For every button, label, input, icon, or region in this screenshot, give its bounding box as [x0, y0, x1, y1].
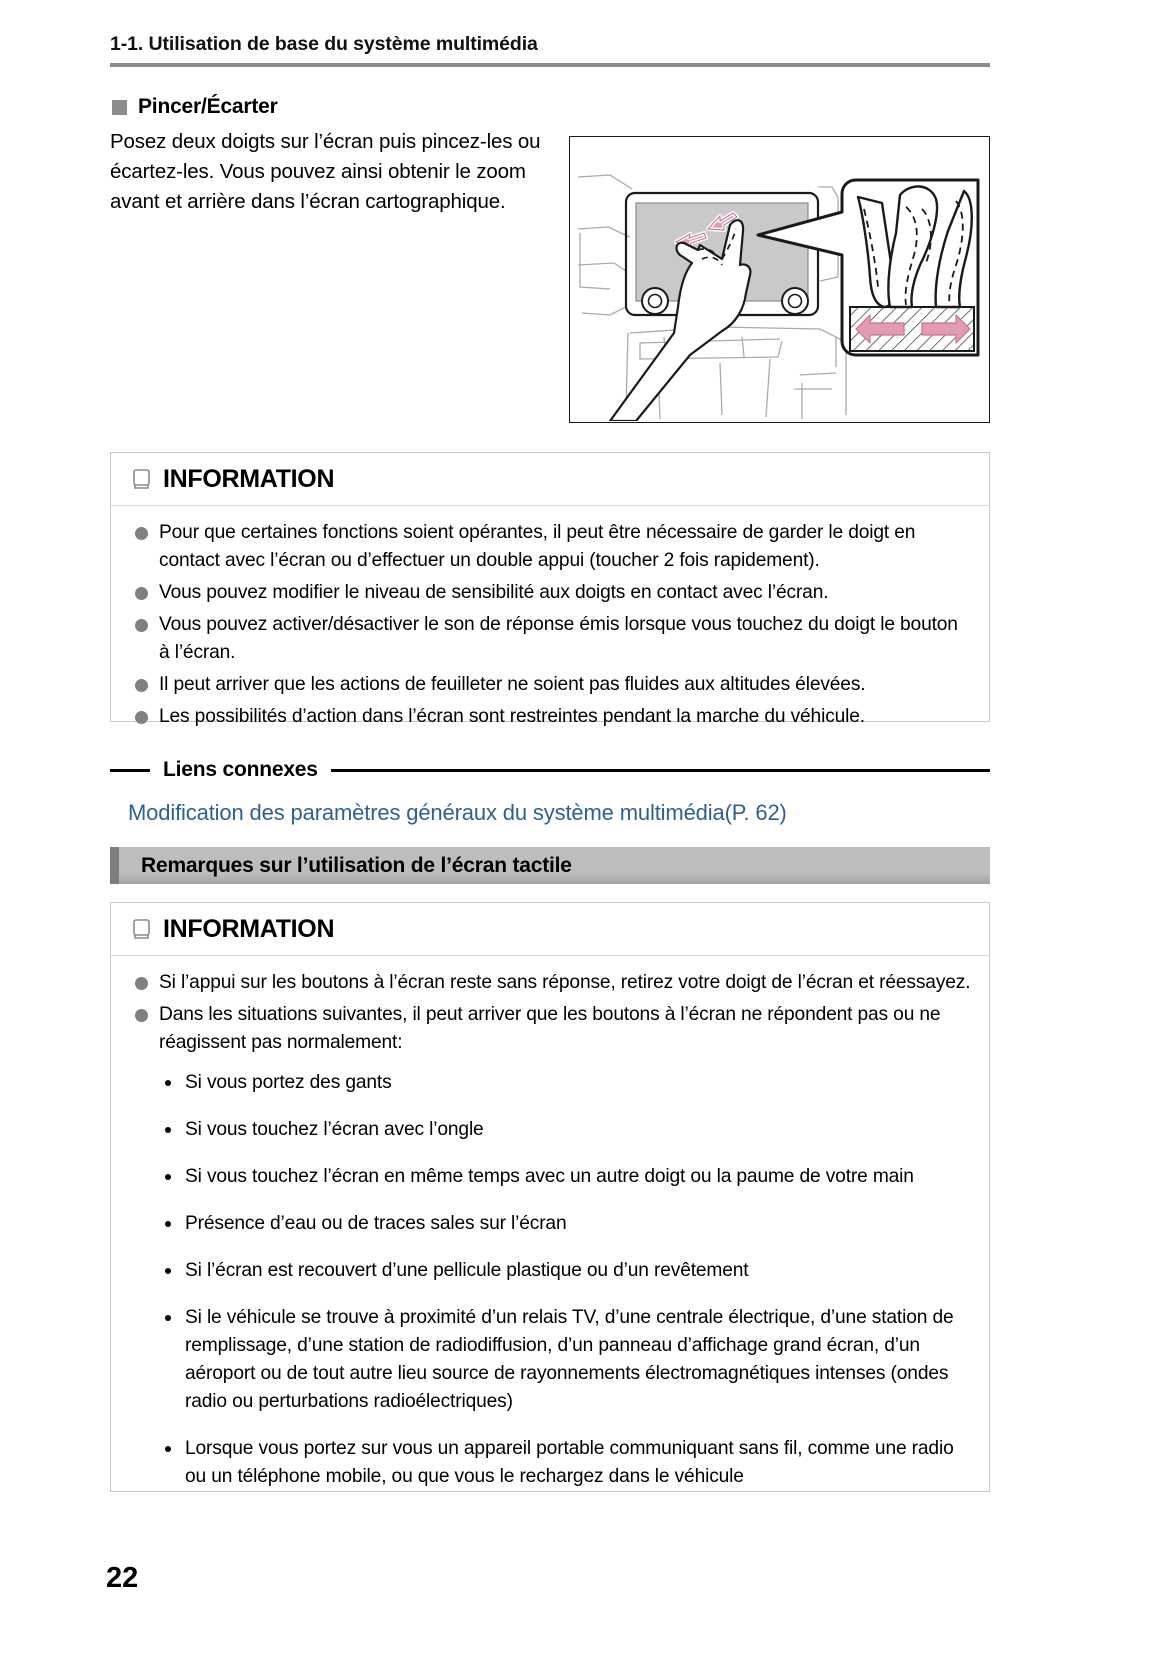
- list-item: Vous pouvez activer/désactiver le son de réponse émis lorsque vous touchez du doigt le bouton à l’écran.: [131, 611, 971, 667]
- information-box-2: [110, 902, 990, 1492]
- sub-list-item: Lorsque vous portez sur vous un appareil portable communiquant sans fil, comme une radio ou un téléphone mobile, ou que vous le rechargez dans le véhicule: [159, 1435, 971, 1491]
- sub-list-item: Si vous touchez l’écran avec l’ongle: [159, 1116, 971, 1144]
- list-item: Il peut arriver que les actions de feuilleter ne soient pas fluides aux altitudes élevées.: [131, 671, 971, 699]
- related-links-label: Liens connexes: [163, 758, 318, 781]
- sub-list-item: Si vous touchez l’écran en même temps avec un autre doigt ou la paume de votre main: [159, 1163, 971, 1191]
- list-item: [131, 1001, 971, 1491]
- header-rule: [110, 63, 990, 67]
- list-item: Pour que certaines fonctions soient opérantes, il peut être nécessaire de garder le doigt en contact avec l’écran ou d’effectuer un double appui (toucher 2 fois rapidement).: [131, 519, 971, 575]
- book-icon: [133, 469, 151, 490]
- book-icon: [133, 919, 151, 940]
- related-links-divider: [110, 758, 990, 782]
- information-box-1-body: [111, 506, 989, 751]
- information-box-2-list: [131, 969, 971, 1491]
- section-bar-title: Remarques sur l’utilisation de l’écran tactile: [141, 853, 572, 877]
- list-item: Les possibilités d’action dans l’écran sont restreintes pendant la marche du véhicule.: [131, 703, 971, 731]
- sub-list-item: Présence d’eau ou de traces sales sur l’écran: [159, 1210, 971, 1238]
- list-item: Si l’appui sur les boutons à l’écran reste sans réponse, retirez votre doigt de l’écran et réessayez.: [131, 969, 971, 997]
- section-heading: [112, 95, 278, 119]
- section-bar: [110, 847, 990, 884]
- pinch-spread-illustration: [569, 136, 990, 423]
- list-item: Vous pouvez modifier le niveau de sensibilité aux doigts en contact avec l’écran.: [131, 579, 971, 607]
- running-header: [110, 33, 990, 67]
- sub-list-item: Si vous portez des gants: [159, 1069, 971, 1097]
- information-box-2-header: [111, 903, 989, 956]
- section-bar-tab: [110, 847, 119, 884]
- information-box-1-list: [131, 519, 971, 731]
- intro-paragraph: Posez deux doigts sur l’écran puis pincez-les ou écartez-les. Vous pouvez ainsi obtenir le zoom avant et arrière dans l’écran cartographique.: [110, 130, 541, 213]
- information-box-1-header: [111, 453, 989, 506]
- information-box-2-body: [111, 956, 989, 1511]
- related-link[interactable]: Modification des paramètres généraux du système multimédia(P. 62): [128, 800, 787, 825]
- information-box-1-title: INFORMATION: [163, 464, 335, 493]
- running-header-title: 1-1. Utilisation de base du système multimédia: [110, 33, 538, 55]
- list-item-text: Dans les situations suivantes, il peut arriver que les boutons à l’écran ne répondent pas ou ne réagissent pas normalement:: [159, 1004, 941, 1053]
- divider-line-left: [110, 769, 150, 772]
- information-box-2-sublist: [159, 1069, 971, 1491]
- information-box-1: [110, 452, 990, 727]
- sub-list-item: Si le véhicule se trouve à proximité d’un relais TV, d’une centrale électrique, d’une station de remplissage, d’une station de radiodiffusion, d’un panneau d’affichage grand écran, d’un aéroport ou de tout autre lieu source de rayonnements électromagnétiques intenses (ondes radio ou perturbations radioélectriques): [159, 1304, 971, 1416]
- section-heading-label: Pincer/Écarter: [138, 95, 278, 118]
- divider-line-right: [331, 769, 990, 772]
- square-bullet-icon: [112, 100, 127, 115]
- sub-list-item: Si l’écran est recouvert d’une pellicule plastique ou d’un revêtement: [159, 1257, 971, 1285]
- information-box-2-title: INFORMATION: [163, 914, 335, 943]
- page-number: 22: [106, 1562, 139, 1594]
